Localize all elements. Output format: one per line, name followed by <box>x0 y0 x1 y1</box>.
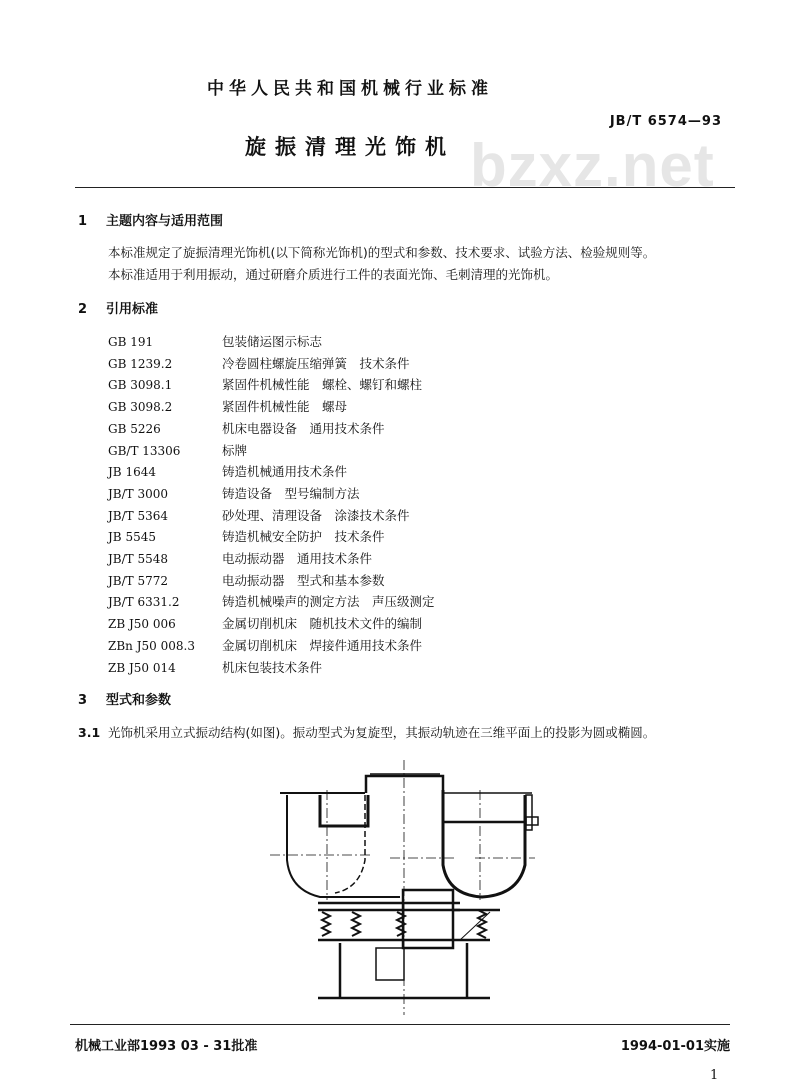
clause-3-1: 3.1 光饰机采用立式振动结构(如图)。振动型式为复旋型，其振动轨迹在三维平面上的投影为圆或椭圆。 <box>78 725 656 740</box>
reference-item <box>108 549 372 567</box>
reference-name: 机床电器设备 通用技术条件 <box>222 420 385 436</box>
reference-item <box>108 484 360 502</box>
reference-code: JB/T 6331.2 <box>108 595 180 610</box>
reference-code: GB 3098.2 <box>108 400 173 415</box>
standard-number: JB/T 6574—93 <box>609 114 722 129</box>
left-bowl <box>280 793 400 897</box>
page-number: 1 <box>710 1068 719 1083</box>
reference-code: GB 5226 <box>108 421 161 436</box>
reference-name: 铸造机械噪声的测定方法 声压级测定 <box>222 594 435 610</box>
header-divider <box>75 187 735 188</box>
reference-name: 电动振动器 通用技术条件 <box>222 551 373 566</box>
reference-name: 包装储运图示标志 <box>222 334 323 349</box>
reference-item <box>108 506 410 524</box>
reference-code: GB 3098.1 <box>108 378 173 393</box>
right-bowl <box>443 790 538 897</box>
reference-name: 金属切削机床 焊接件通用技术条件 <box>222 637 423 653</box>
reference-name: 紧固件机械性能 螺栓、螺钉和螺柱 <box>222 377 423 393</box>
reference-code: JB/T 5772 <box>108 573 169 588</box>
reference-name: 冷卷圆柱螺旋压缩弹簧 技术条件 <box>222 355 410 371</box>
reference-name: 铸造机械安全防护 技术条件 <box>222 529 385 545</box>
reference-code: JB 5545 <box>108 530 156 545</box>
approval-date: 机械工业部1993 03 - 31批准 <box>75 1039 258 1054</box>
reference-code: GB 1239.2 <box>108 356 173 371</box>
reference-item <box>108 332 322 350</box>
watermark: bzxz.net <box>470 132 715 199</box>
reference-name: 金属切削机床 随机技术文件的编制 <box>222 616 423 632</box>
reference-code: ZB J50 006 <box>108 617 176 632</box>
reference-name: 电动振动器 型式和基本参数 <box>222 572 385 588</box>
document-title: 旋振清理光饰机 <box>245 135 455 159</box>
reference-item <box>108 592 435 610</box>
reference-item <box>108 419 385 437</box>
reference-code: GB 191 <box>108 335 154 349</box>
reference-code: GB/T 13306 <box>108 443 181 458</box>
reference-item <box>108 527 385 545</box>
section-1-heading: 1 主题内容与适用范围 <box>78 214 224 229</box>
reference-item <box>108 614 422 632</box>
reference-item <box>108 636 422 654</box>
reference-item <box>108 441 247 459</box>
reference-name: 机床包装技术条件 <box>222 659 323 675</box>
reference-item <box>108 375 422 393</box>
section-1-line-1: 本标准规定了旋振清理光饰机(以下简称光饰机)的型式和参数、技术要求、试验方法、检验规则等。 <box>108 245 656 260</box>
center-lines <box>270 760 535 1015</box>
reference-code: JB/T 5548 <box>108 552 169 566</box>
reference-item <box>108 462 347 480</box>
effective-date: 1994-01-01实施 <box>620 1039 730 1054</box>
center-column <box>366 774 443 793</box>
org-standard-heading: 中华人民共和国机械行业标准 <box>207 79 493 99</box>
reference-name: 紧固件机械性能 螺母 <box>222 399 348 415</box>
reference-item <box>108 354 410 372</box>
reference-item <box>108 658 322 676</box>
reference-item <box>108 571 385 589</box>
reference-code: JB 1644 <box>108 465 156 480</box>
reference-code: ZBn J50 008.3 <box>108 638 195 653</box>
reference-code: ZB J50 014 <box>108 660 176 675</box>
reference-code: JB/T 5364 <box>108 508 169 523</box>
reference-code: JB/T 3000 <box>108 486 169 501</box>
section-3-heading: 3 型式和参数 <box>78 693 172 708</box>
reference-name: 铸造设备 型号编制方法 <box>222 485 360 501</box>
section-2-heading: 2 引用标准 <box>78 302 159 317</box>
section-1-line-2: 本标准适用于利用振动，通过研磨介质进行工件的表面光饰、毛刺清理的光饰机。 <box>108 267 559 282</box>
reference-name: 铸造机械通用技术条件 <box>222 464 348 480</box>
reference-item <box>108 397 347 415</box>
footer-divider <box>70 1024 730 1025</box>
machine-diagram <box>260 760 560 1020</box>
reference-name: 砂处理、清理设备 涂漆技术条件 <box>222 507 410 523</box>
reference-name: 标牌 <box>222 442 248 458</box>
